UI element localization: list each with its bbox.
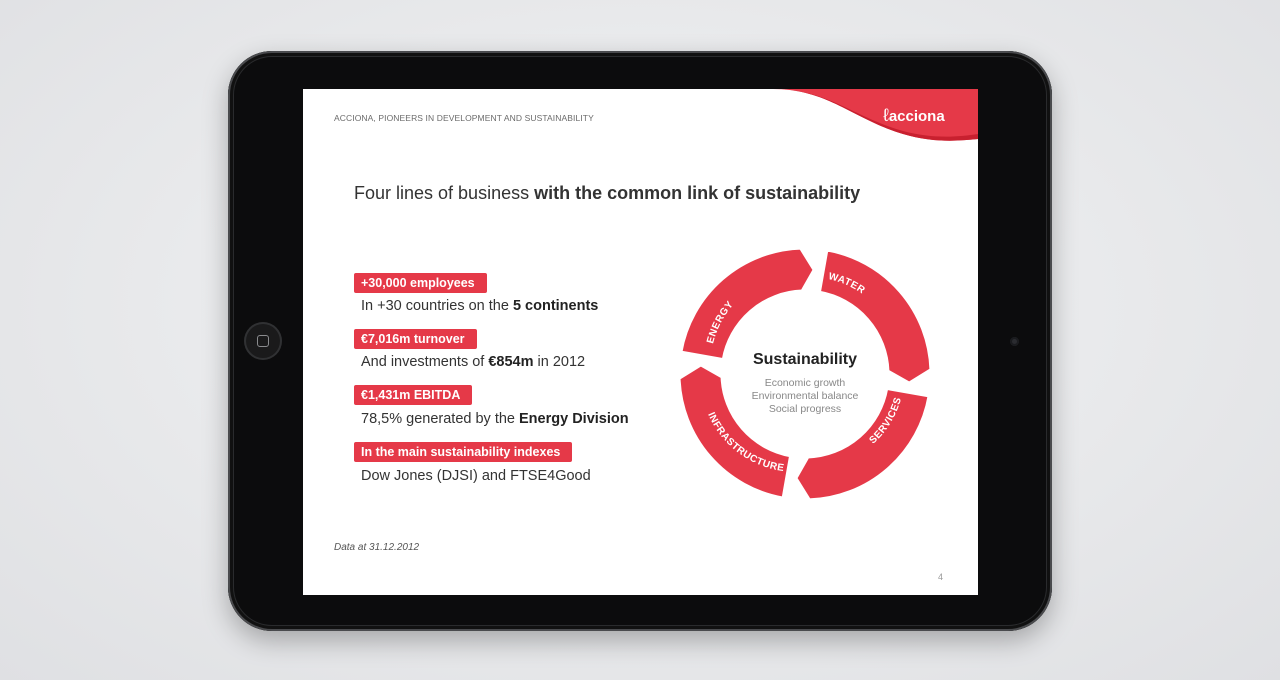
title-regular: Four lines of business <box>354 183 535 203</box>
logo-text: acciona <box>888 108 945 125</box>
cycle-ring <box>679 248 931 500</box>
cycle-center-line: Social progress <box>768 403 842 415</box>
slide-header: ACCIONA, PIONEERS IN DEVELOPMENT AND SUSTAINABILITY <box>334 113 594 123</box>
segment-energy <box>681 248 814 360</box>
segment-water-label: WATER <box>827 271 867 297</box>
slide-screen <box>303 89 978 595</box>
leaf-icon: ℓ <box>883 105 889 125</box>
footnote: Data at 31.12.2012 <box>334 542 420 553</box>
segment-energy-label: ENERGY <box>705 299 737 345</box>
fact-line-turnover: And investments of €854m in 2012 <box>361 354 586 370</box>
segment-services-label: SERVICES <box>867 395 905 447</box>
fact-badge-ebitda: €1,431m EBITDA <box>354 385 472 405</box>
fact-line-employees: In +30 countries on the 5 continents <box>361 298 599 314</box>
segment-infrastructure-label: INFRASTRUCTURE <box>705 410 786 475</box>
fact-line-indexes: Dow Jones (DJSI) and FTSE4Good <box>361 468 591 484</box>
page-number: 4 <box>938 572 944 582</box>
fact-badge-turnover: €7,016m turnover <box>354 329 477 349</box>
cycle-center-line: Environmental balance <box>751 390 859 402</box>
fact-badge-employees: +30,000 employees <box>354 273 487 293</box>
home-square-icon <box>257 335 269 347</box>
camera-icon <box>1010 337 1019 346</box>
title-bold: with the common link of sustainability <box>534 183 861 203</box>
sustainability-cycle <box>303 89 978 595</box>
cycle-center-line: Economic growth <box>764 377 846 389</box>
cycle-center-title: Sustainability <box>752 351 858 368</box>
fact-badge-indexes: In the main sustainability indexes <box>354 442 572 462</box>
fact-line-ebitda: 78,5% generated by the Energy Division <box>361 411 629 427</box>
home-button[interactable] <box>244 322 282 360</box>
